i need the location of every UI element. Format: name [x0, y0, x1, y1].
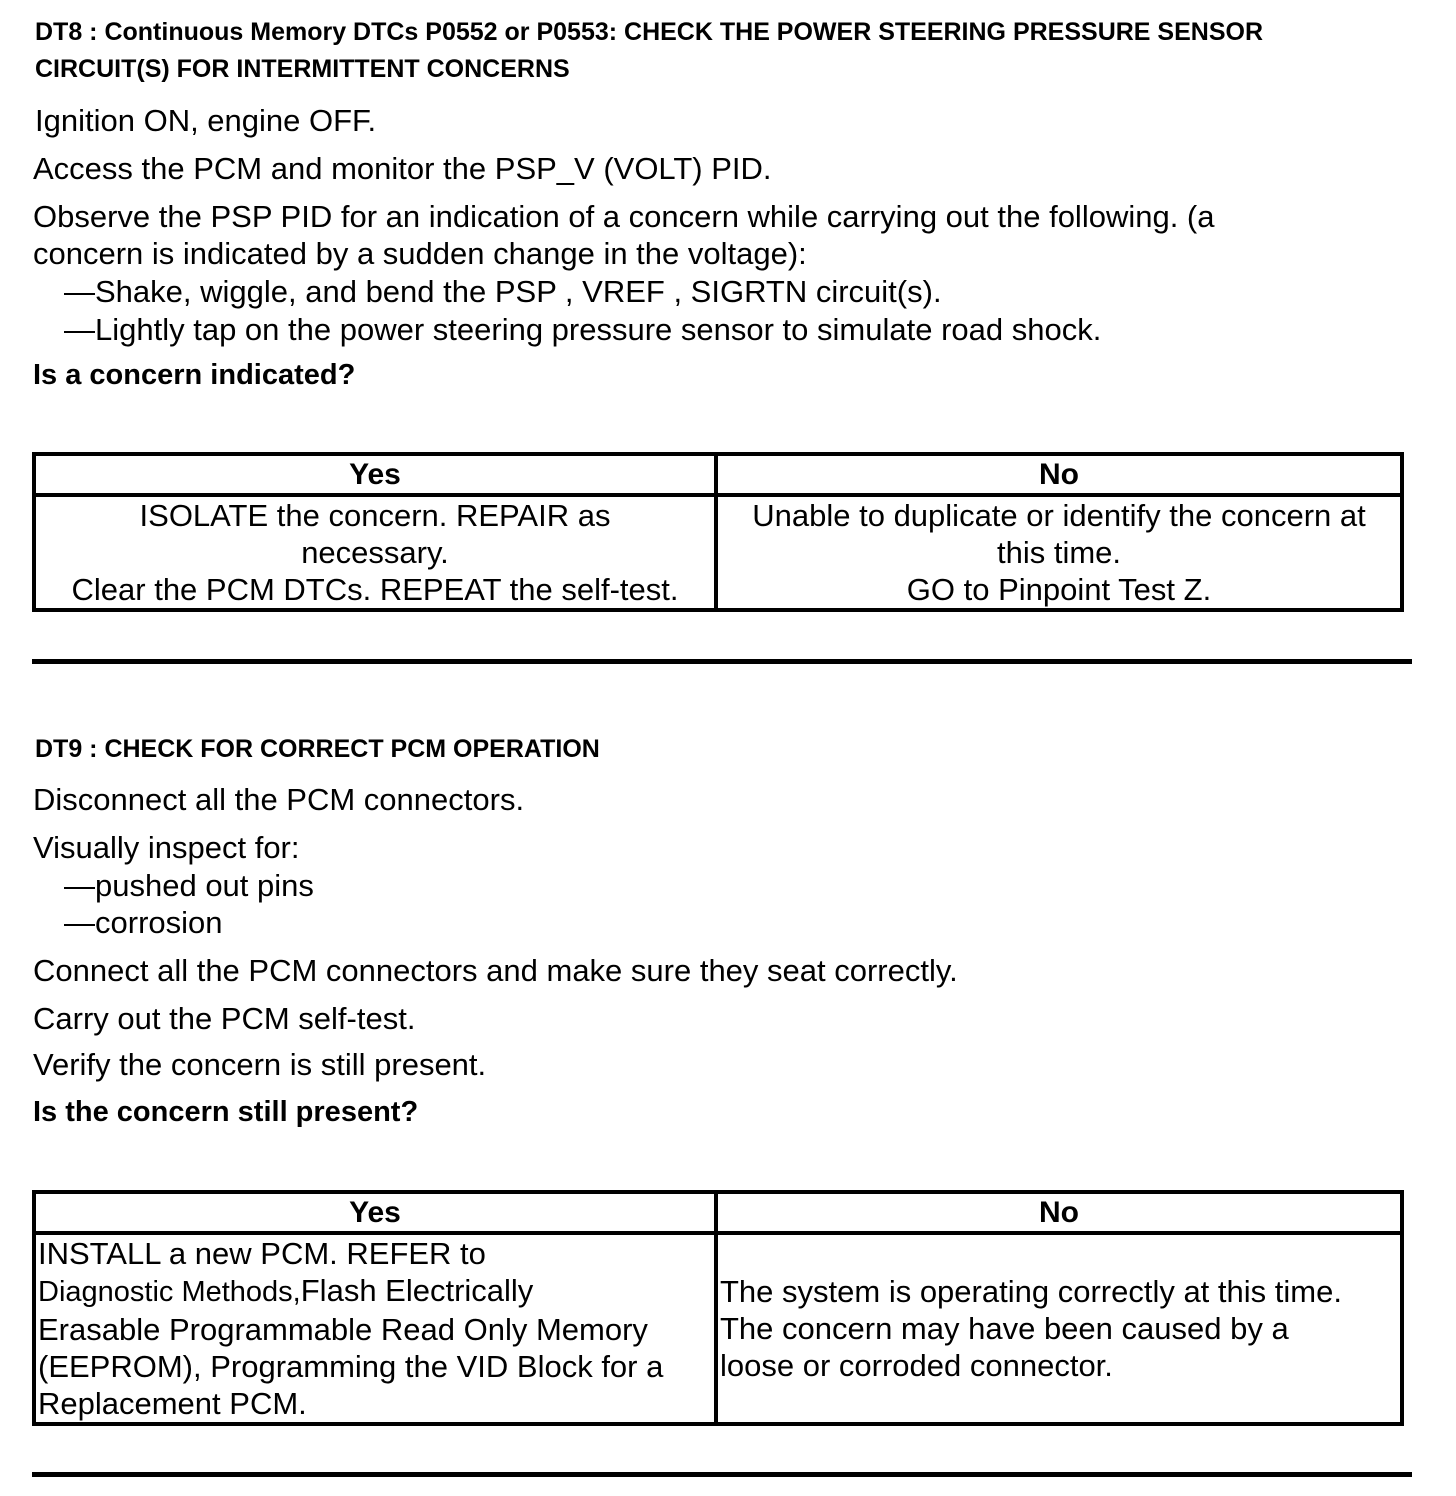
dt9-no-line-3: loose or corroded connector.: [720, 1348, 1113, 1383]
dt8-heading-line-2: CIRCUIT(S) FOR INTERMITTENT CONCERNS: [35, 55, 570, 83]
dt8-no-line-1: Unable to duplicate or identify the concern at: [752, 498, 1366, 533]
dt8-yes-line-1: ISOLATE the concern. REPAIR as: [139, 498, 611, 533]
dt9-yes-line-1: INSTALL a new PCM. REFER to: [38, 1236, 486, 1271]
section-divider-2: [32, 1472, 1412, 1477]
dt8-yes-line-2: necessary.: [301, 535, 449, 570]
dt8-no-line-3: GO to Pinpoint Test Z.: [906, 572, 1212, 607]
dt9-step-verify: Verify the concern is still present.: [33, 1047, 487, 1082]
dt9-heading: DT9 : CHECK FOR CORRECT PCM OPERATION: [35, 735, 600, 763]
dt9-yes-cell: [34, 1233, 716, 1424]
dt8-answer-row: [34, 495, 1402, 610]
dt9-step-inspect: Visually inspect for:: [33, 830, 300, 865]
dt8-step-access-pcm: Access the PCM and monitor the PSP_V (VOLT) PID.: [33, 151, 772, 186]
dt8-answer-table: [32, 452, 1404, 612]
dt9-no-cell: [716, 1233, 1402, 1424]
dt9-yes-diagnostic-methods-link-text: Diagnostic Methods,: [38, 1276, 301, 1308]
dt9-substep-corrosion: —corrosion: [64, 905, 223, 940]
dt9-step-disconnect: Disconnect all the PCM connectors.: [33, 782, 525, 817]
dt9-yes-header: Yes: [34, 1192, 716, 1233]
dt9-no-line-2: The concern may have been caused by a: [720, 1311, 1289, 1346]
dt8-question: Is a concern indicated?: [33, 359, 356, 391]
dt8-no-cell: [716, 495, 1402, 610]
dt9-yes-line-2: [38, 1272, 712, 1311]
dt8-yes-header: Yes: [34, 454, 716, 495]
dt9-answer-row: [34, 1233, 1402, 1424]
dt9-question: Is the concern still present?: [33, 1096, 419, 1128]
dt9-step-connect: Connect all the PCM connectors and make sure they seat correctly.: [33, 953, 958, 988]
dt8-substep-tap: —Lightly tap on the power steering pressure sensor to simulate road shock.: [64, 312, 1102, 347]
dt8-yes-line-3: Clear the PCM DTCs. REPEAT the self-test.: [71, 572, 679, 607]
dt8-answer-header-row: [34, 454, 1402, 495]
dt9-answer-table: [32, 1190, 1404, 1426]
dt8-no-line-2: this time.: [996, 535, 1122, 570]
dt8-heading: [35, 14, 1425, 88]
dt9-step-self-test: Carry out the PCM self-test.: [33, 1001, 416, 1036]
dt8-yes-cell: [34, 495, 716, 610]
section-divider-1: [32, 659, 1412, 664]
dt9-yes-line-4: (EEPROM), Programming the VID Block for a: [38, 1349, 664, 1384]
dt9-answer-header-row: [34, 1192, 1402, 1233]
dt9-yes-line-5: Replacement PCM.: [38, 1386, 307, 1421]
dt8-substep-shake: —Shake, wiggle, and bend the PSP , VREF , SIGRTN circuit(s).: [64, 274, 942, 309]
dt8-heading-line-1: DT8 : Continuous Memory DTCs P0552 or P0553: CHECK THE POWER STEERING PRESSURE SENSOR: [35, 18, 1264, 46]
dt9-no-header: No: [716, 1192, 1402, 1233]
dt9-substep-pins: —pushed out pins: [64, 868, 314, 903]
dt9-yes-line-3: Erasable Programmable Read Only Memory: [38, 1312, 648, 1347]
dt8-step-ignition: Ignition ON, engine OFF.: [35, 103, 377, 138]
dt8-step-observe-line-2: concern is indicated by a sudden change in the voltage):: [33, 236, 807, 271]
dt9-no-line-1: The system is operating correctly at this time.: [720, 1274, 1342, 1309]
dt8-step-observe-line-1: Observe the PSP PID for an indication of a concern while carrying out the following. (a: [33, 199, 1215, 234]
dt8-no-header: No: [716, 454, 1402, 495]
dt9-yes-flash-text: Flash Electrically: [300, 1273, 534, 1308]
